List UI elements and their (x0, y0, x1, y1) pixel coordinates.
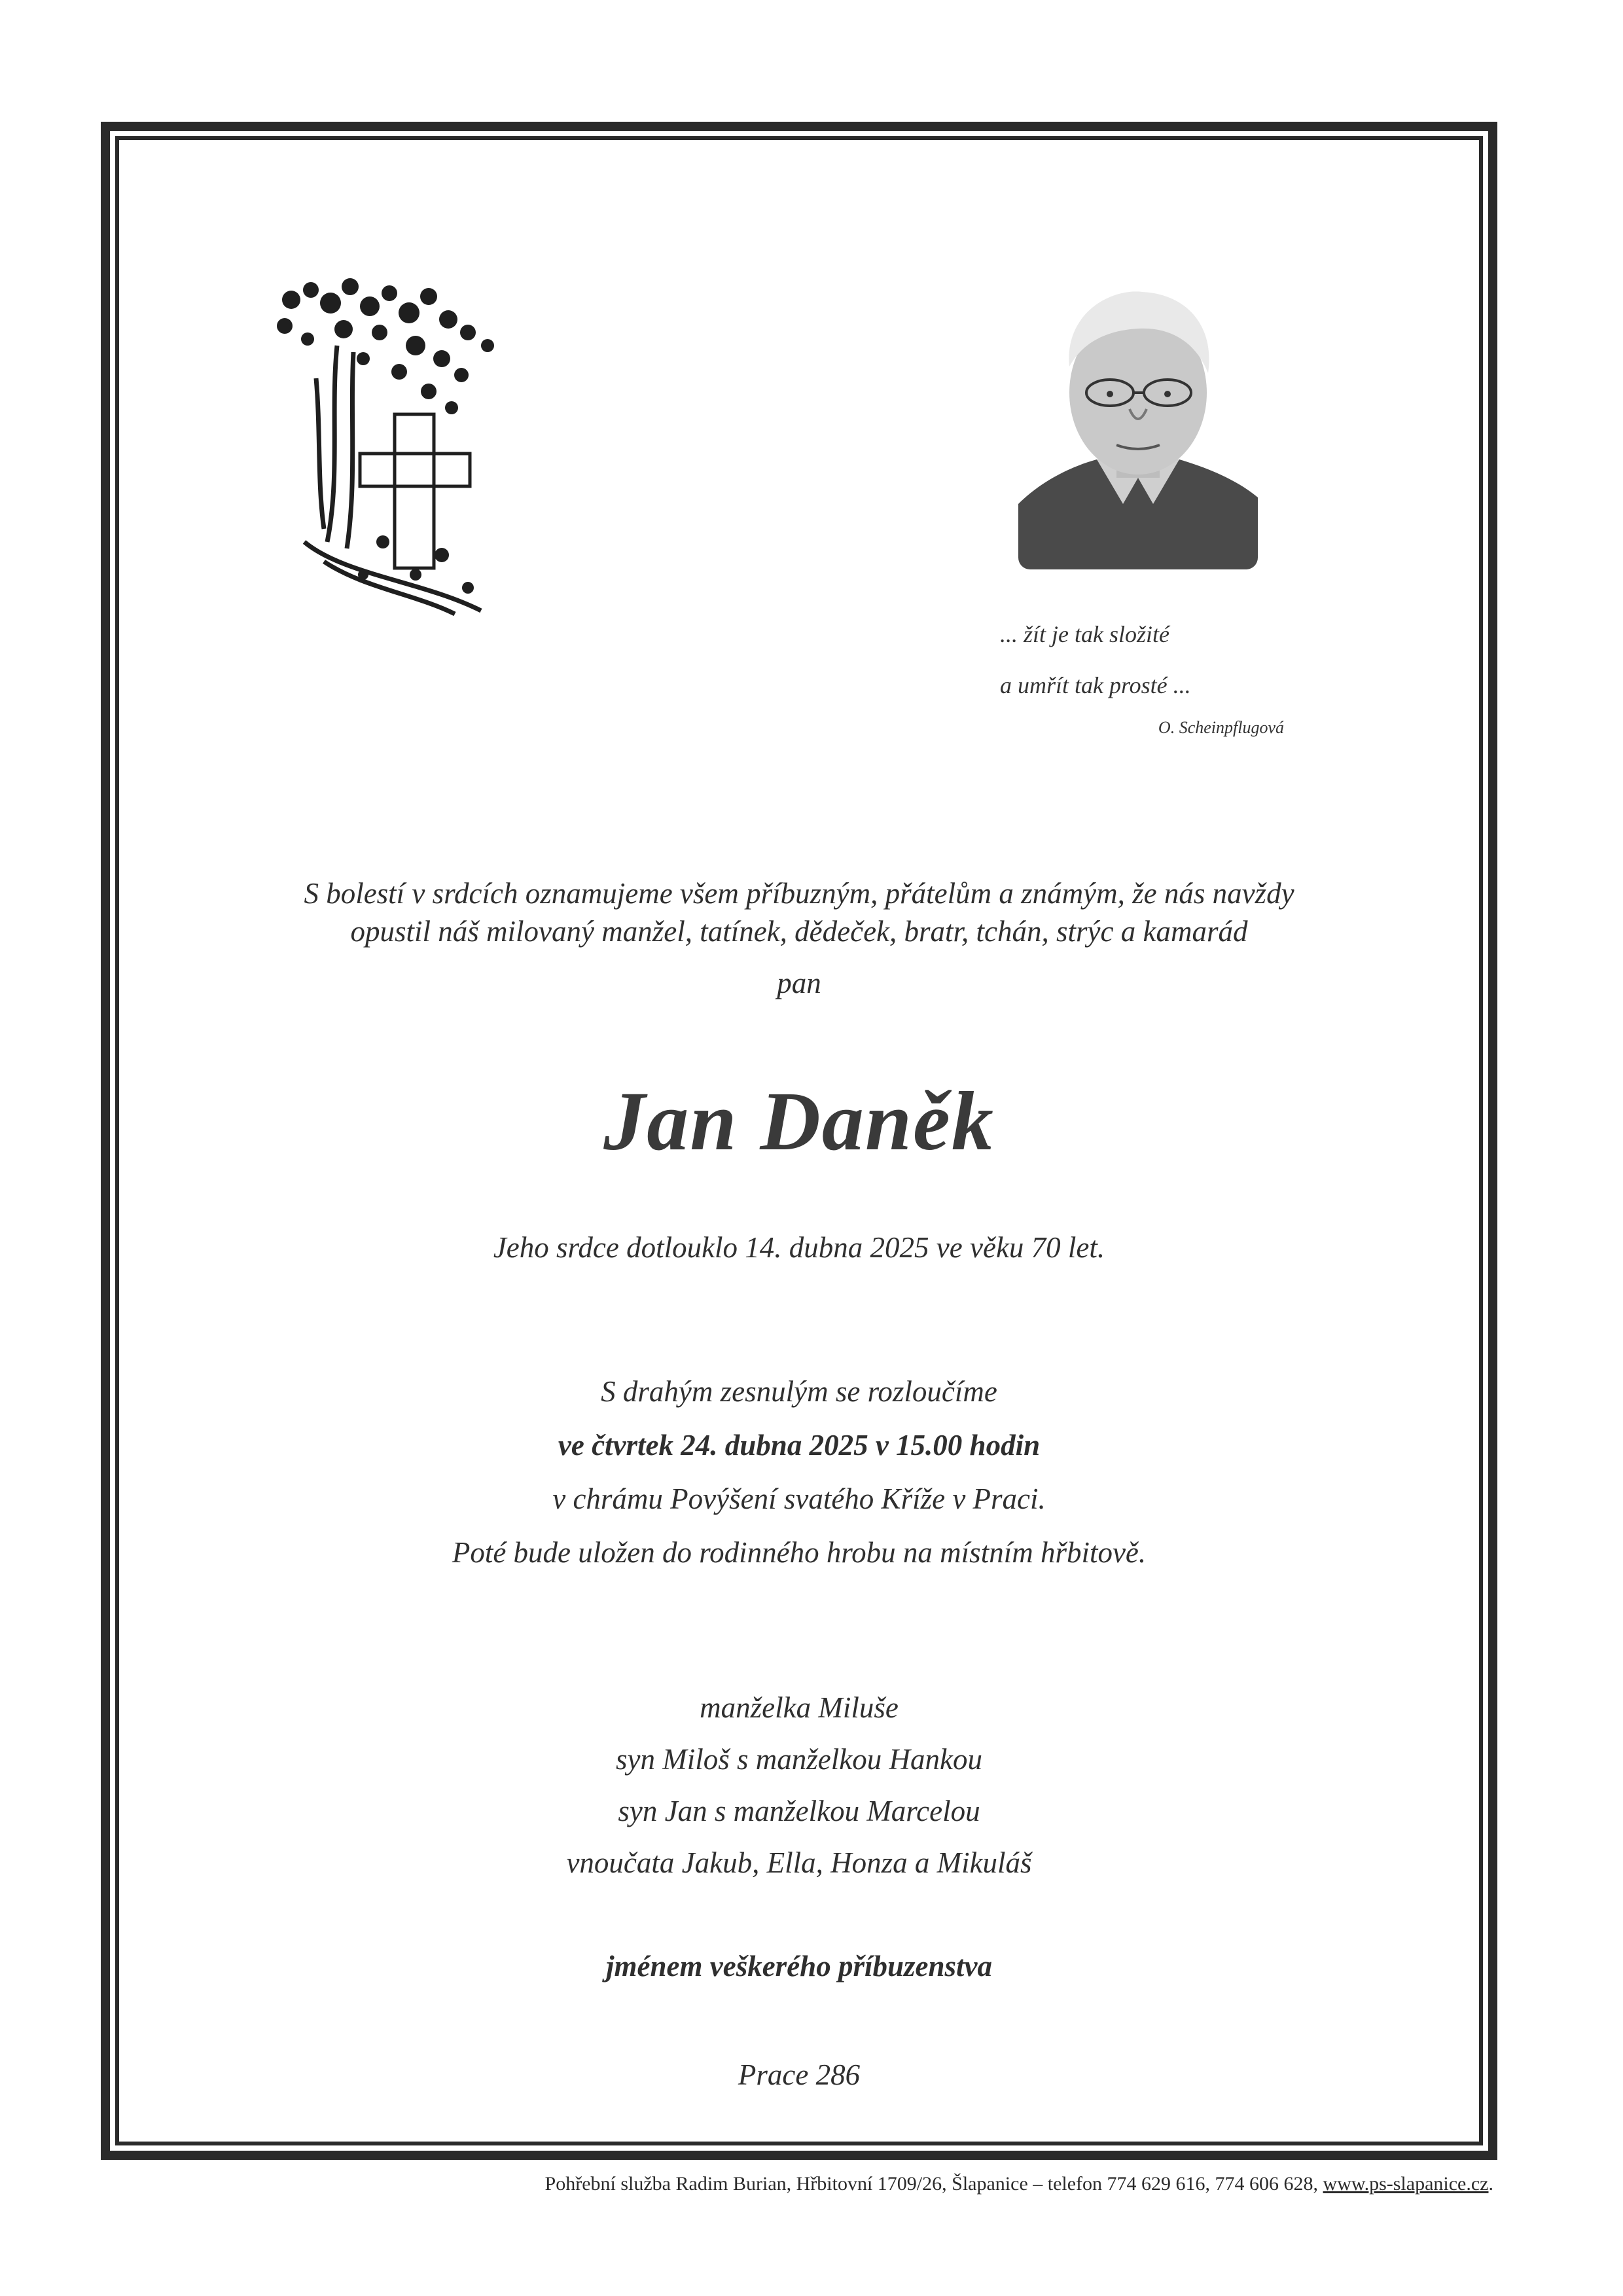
farewell-burial: Poté bude uložen do rodinného hrobu na místním hřbitově. (452, 1536, 1147, 1569)
title-pan: pan (777, 967, 821, 999)
family-member: manželka Miluše (700, 1691, 899, 1724)
farewell-date: ve čtvrtek 24. dubna 2025 v 15.00 hodin (558, 1429, 1041, 1462)
announcement-text (115, 874, 1483, 950)
family-list (115, 1682, 1483, 1889)
funeral-service-footer (545, 2173, 1493, 2195)
quote-line-2: a umřít tak prosté ... (1000, 672, 1191, 698)
family-member: syn Jan s manželkou Marcelou (618, 1795, 980, 1827)
deceased-name: Jan Daněk (603, 1075, 995, 1168)
place-line: Prace 286 (738, 2058, 861, 2091)
farewell-block (115, 1365, 1483, 1579)
death-line: Jeho srdce dotlouklo 14. dubna 2025 ve věku 70 let. (493, 1231, 1105, 1264)
announcement-line-1: S bolestí v srdcích oznamujeme všem příbuzným, přátelům a známým, že nás navždy (304, 877, 1294, 910)
tree-cross-icon (265, 267, 533, 617)
farewell-line-1: S drahým zesnulým se rozloučíme (601, 1375, 997, 1408)
footer-text: Pohřební služba Radim Burian, Hřbitovní 1709/26, Šlapanice – telefon 774 629 616, 774 606 628, (544, 2173, 1323, 2195)
quote-author: O. Scheinpflugová (1158, 718, 1284, 737)
announcement-line-2: opustil náš milovaný manžel, tatínek, dědeček, bratr, tchán, strýc a kamarád (350, 915, 1248, 948)
footer-end: . (1488, 2173, 1493, 2195)
family-member: vnoučata Jakub, Ella, Honza a Mikuláš (566, 1846, 1032, 1879)
quote-line-1: ... žít je tak složité (1000, 621, 1169, 647)
footer-website-link[interactable]: www.ps-slapanice.cz (1323, 2173, 1489, 2195)
portrait-photo (1018, 288, 1258, 569)
farewell-location: v chrámu Povýšení svatého Kříže v Praci. (552, 1482, 1046, 1515)
quote-block (1000, 609, 1308, 740)
relatives-line: jménem veškerého příbuzenstva (606, 1950, 992, 1982)
family-member: syn Miloš s manželkou Hankou (616, 1743, 982, 1776)
